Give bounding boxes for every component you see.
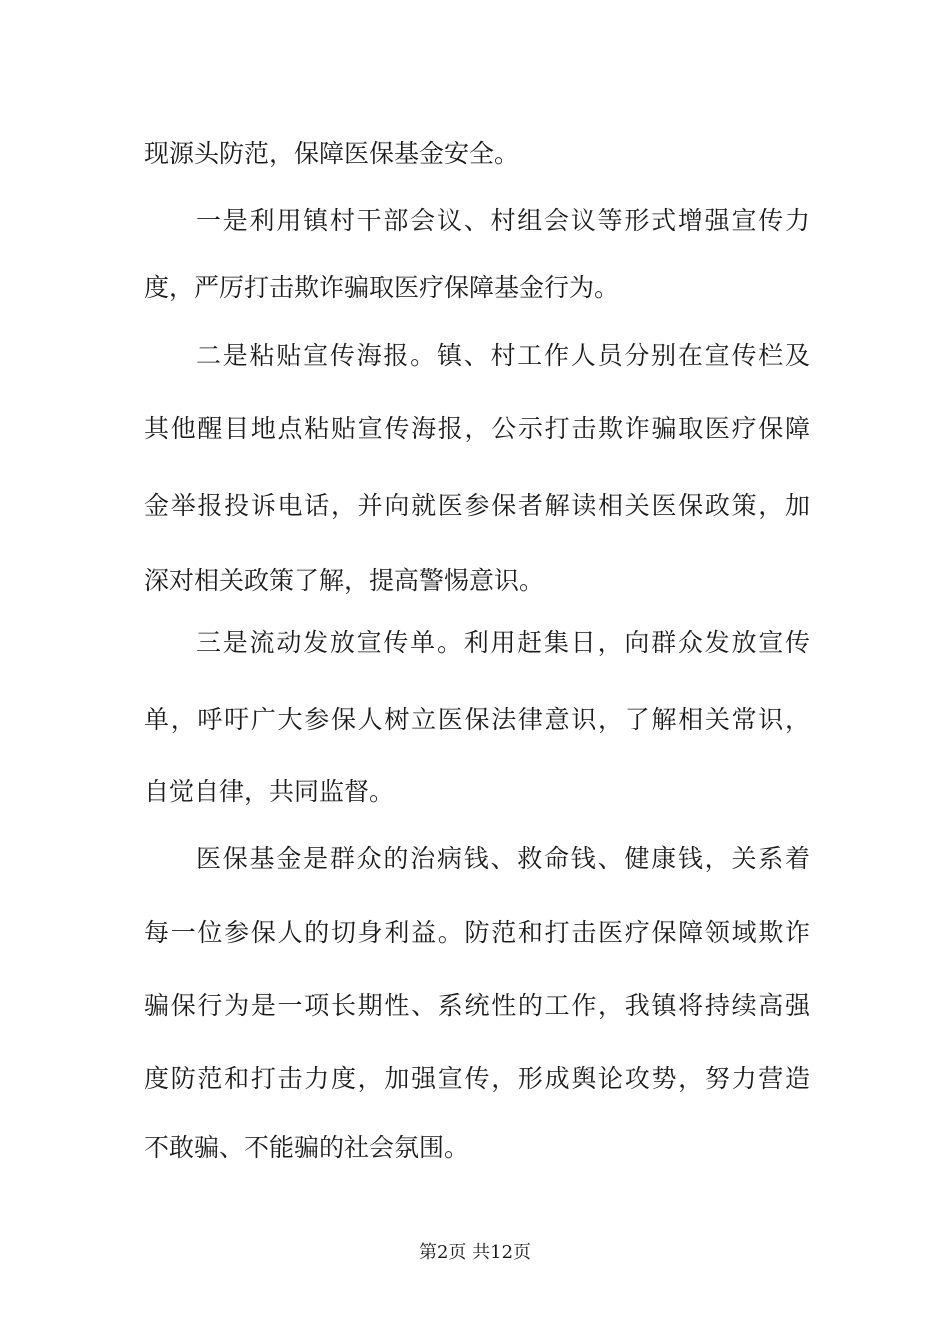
paragraph-line: 骗保行为是一项长期性、系统性的工作，我镇将持续高强	[144, 991, 810, 1020]
paragraph-line: 深对相关政策了解，提高警惕意识。	[144, 566, 545, 595]
page-number-footer: 第2页 共12页	[418, 1242, 532, 1263]
paragraph-line: 自觉自律，共同监督。	[144, 777, 395, 806]
paragraph-line: 度防范和打击力度，加强宣传，形成舆论攻势，努力营造	[144, 1064, 810, 1093]
paragraph-line: 一是利用镇村干部会议、村组会议等形式增强宣传力	[196, 206, 810, 235]
paragraph-line: 二是粘贴宣传海报。镇、村工作人员分别在宣传栏及	[196, 341, 810, 370]
paragraph-line: 现源头防范，保障医保基金安全。	[144, 139, 520, 168]
paragraph-line: 医保基金是群众的治病钱、救命钱、健康钱，关系着	[196, 844, 810, 873]
paragraph-line: 度，严厉打击欺诈骗取医疗保障基金行为。	[144, 273, 620, 302]
paragraph-line: 不敢骗、不能骗的社会氛围。	[144, 1133, 470, 1162]
paragraph-line: 金举报投诉电话，并向就医参保者解读相关医保政策，加	[144, 491, 810, 520]
paragraph-line: 其他醒目地点粘贴宣传海报，公示打击欺诈骗取医疗保障	[144, 414, 810, 443]
paragraph-line: 三是流动发放宣传单。利用赶集日，向群众发放宣传	[196, 628, 810, 657]
paragraph-line: 每一位参保人的切身利益。防范和打击医疗保障领域欺诈	[144, 918, 810, 947]
paragraph-line: 单，呼吁广大参保人树立医保法律意识，了解相关常识，	[144, 705, 810, 734]
